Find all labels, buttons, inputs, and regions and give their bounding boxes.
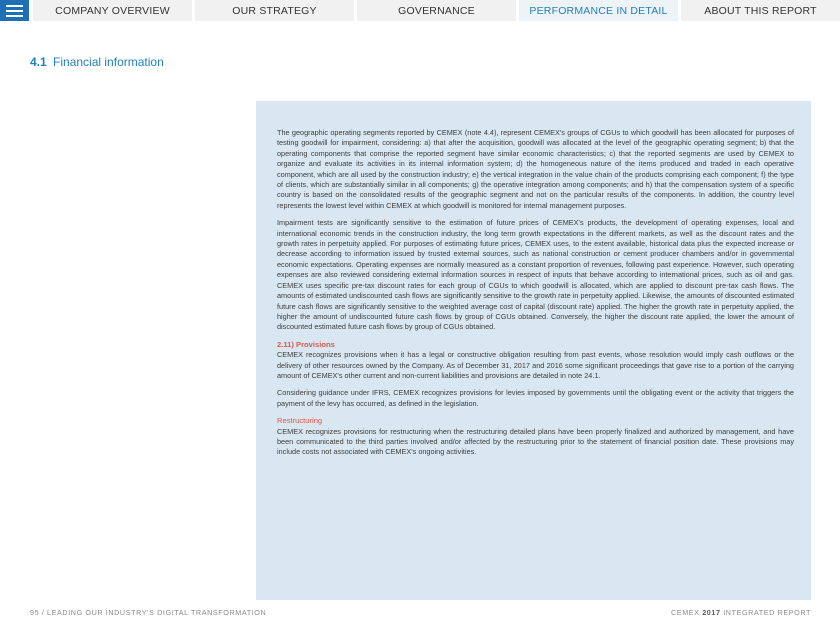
provisions-heading: 2.11) Provisions — [277, 339, 335, 349]
tab-about-this-report[interactable]: ABOUT THIS REPORT — [681, 0, 840, 21]
content-panel — [256, 101, 811, 600]
top-navigation — [0, 0, 840, 21]
footer-tagline: LEADING OUR INDUSTRY'S DIGITAL TRANSFORMATION — [47, 608, 267, 617]
footer-left — [30, 608, 266, 617]
paragraph-levies: Considering guidance under IFRS, CEMEX recognizes provisions for levies imposed by governments until the obligating event or the activity that triggers the payment of the levy has occurred, as defined in the legislation. — [277, 388, 794, 408]
footer-brand: CEMEX — [671, 608, 700, 617]
paragraph-provisions: CEMEX recognizes provisions when it has a legal or constructive obligation resulting from past events, whose resolution would imply cash outflows or the delivery of other resources owned by the Company. As of December 31, 2017 and 2016 some significant proceedings that gave rise to a portion of the carrying amount of CEMEX's other current and non-current liabilities and provisions are detailed in note 24.1. — [277, 350, 794, 380]
footer-report-name: INTEGRATED REPORT — [723, 608, 811, 617]
menu-line — [6, 5, 23, 7]
tab-company-overview[interactable]: COMPANY OVERVIEW — [33, 0, 192, 21]
menu-line — [6, 15, 23, 17]
nav-tabs — [33, 0, 840, 21]
footer-year: 2017 — [702, 608, 721, 617]
restructuring-heading: Restructuring — [277, 416, 323, 426]
tab-performance-in-detail[interactable]: PERFORMANCE IN DETAIL — [519, 0, 678, 21]
paragraph-segments: The geographic operating segments reported by CEMEX (note 4.4), represent CEMEX's groups of CGUs to which goodwill has been allocated for purposes of testing goodwill for impairment, considering: a) that after the acquisition, goodwill was allocated at the level of the geographic operating segment; b) that the operating components that comprise the reported segment have similar economic characteristics; c) that the reported segments are used by CEMEX to organize and evaluate its activities in its internal information system; d) the homogeneous nature of the items produced and traded in each operative component, which are all used by the construction industry; e) the vertical integration in the value chain of the products comprising each component; f) the type of clients, which are substantially similar in all components; g) the operative integration among components; and h) that the compensation system of a specific country is based on the consolidated results of the geographic segment and not on the particular results of the components. In addition, the country level represents the lowest level within CEMEX at which goodwill is monitored for internal management purposes. — [277, 128, 794, 210]
section-title-text: Financial information — [53, 55, 164, 69]
page-number: 95 — [30, 608, 40, 617]
hamburger-menu-icon[interactable] — [0, 0, 29, 21]
menu-line — [6, 10, 23, 12]
tab-governance[interactable]: GOVERNANCE — [357, 0, 516, 21]
section-number: 4.1 — [30, 55, 47, 69]
tab-our-strategy[interactable]: OUR STRATEGY — [195, 0, 354, 21]
paragraph-restructuring: CEMEX recognizes provisions for restructuring when the restructuring detailed plans have been properly finalized and authorized by management, and have been communicated to the third parties involved and/or affected by the restructuring prior to the statement of financial position date. These provisions may include costs not associated with CEMEX's ongoing activities. — [277, 426, 794, 457]
section-title — [30, 55, 164, 69]
paragraph-impairment-tests: Impairment tests are significantly sensitive to the estimation of future prices of CEMEX's products, the development of operating expenses, local and international economic trends in the construction industry, the long term growth expectations in the different markets, as well as the discount rates and the growth rates in perpetuity applied. For purposes of estimating future prices, CEMEX uses, to the extent available, historical data plus the expected increase or decrease according to information issued by trusted external sources, such as national construction or cement producer chambers and/or in governmental economic expectations. Operating expenses are normally measured as a constant proportion of revenues, following past experience. However, such operating expenses are also reviewed considering external information sources in respect of inputs that behave according to international prices, such as oil and gas. CEMEX uses specific pre-tax discount rates for each group of CGUs to which goodwill is allocated, which are applied to discount pre-tax cash flows. The amounts of estimated undiscounted cash flows are significantly sensitive to the growth rate in perpetuity applied. Likewise, the amounts of discounted estimated future cash flows are significantly sensitive to the weighted average cost of capital (discount rate) applied. The higher the growth rate in perpetuity applied, the higher the amount of undiscounted future cash flows by group of CGUs obtained. Conversely, the higher the discount rate applied, the lower the amount of discounted estimated future cash flows by group of CGUs obtained. — [277, 218, 794, 332]
footer-separator: / — [41, 608, 45, 617]
footer-right — [671, 608, 811, 617]
